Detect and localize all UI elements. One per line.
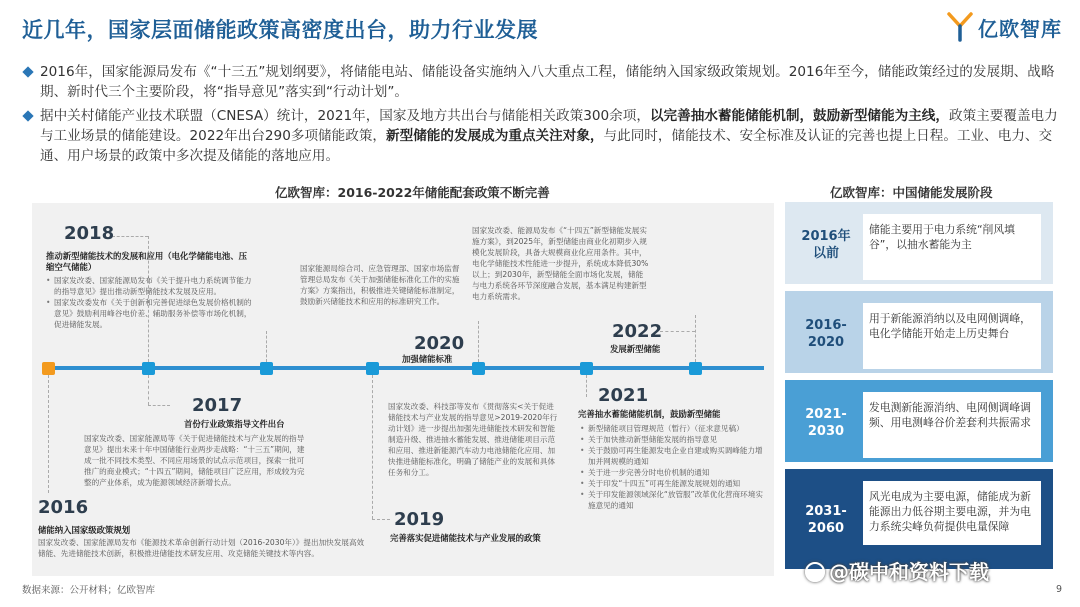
stage-desc: 发电测新能源消纳、电网侧调峰调频、用电测峰谷价差套利共振需求	[863, 392, 1041, 458]
stages-subtitle: 亿欧智库：中国储能发展阶段	[830, 185, 993, 200]
bullet-2-bold-b: 新型储能的发展成为重点关注对象，	[386, 128, 604, 144]
connector-cnesa	[266, 331, 267, 362]
timeline-marker-2021	[580, 362, 593, 375]
yiou-logo-icon	[947, 12, 973, 42]
year-2021: 2021	[598, 385, 649, 406]
logo-text: 亿欧智库	[978, 16, 1062, 41]
label-2018: 推动新型储能技术的发展和应用（电化学储能电池、压缩空气储能）	[46, 251, 247, 272]
connector-2017-h	[148, 405, 170, 406]
list-item: • 新型储能项目管理规范（暂行）（征求意见稿）	[580, 423, 770, 434]
stage-desc: 储能主要用于电力系统“削风填谷”，以抽水蓄能为主	[863, 214, 1041, 280]
year-2022: 2022	[612, 321, 663, 342]
stage-period-line1: 2016-	[805, 318, 847, 333]
text-2016: 国家发改委、国家能源局发布《能源技术革命创新行动计划（2016-2030年）》提出加快发展高效储能、先进储能技术创新，积极推进储能技术研发应用、攻克储能关键技术等内容。	[38, 538, 365, 558]
connector-2017	[148, 375, 149, 405]
list-item: • 国家发改委、国家能源局发布《关于提升电力系统调节能力的指导意见》提出推动新型储能技术发展及应用。	[46, 275, 254, 297]
list-2018	[46, 275, 254, 330]
stage-period	[795, 392, 857, 454]
text-2019: 国家发改委、科技部等发布《贯彻落实<关于促进储能技术与产业发展的指导意见>2019-2020年行动计划》进一步提出加强先进储能技术研发和智能制造升级、推进抽水蓄能发展、推进储能项目示范和应用、推进新能源汽车动力电池储能化应用、加快推进储能标准化，明确了储能产业的发展和具体任务和分工。	[388, 402, 558, 477]
timeline-marker-2022	[689, 362, 702, 375]
connector-2018-h	[112, 236, 148, 237]
weibo-icon	[805, 562, 825, 582]
watermark-text: @碳中和资料下载	[829, 560, 989, 584]
year-2019: 2019	[394, 509, 445, 530]
bullet-1-text: 2016年，国家能源局发布《“十三五”规划纲要》，将储能电站、储能设备实施纳入八大重点工程，储能纳入国家级政策规划。2016年至今，储能政策经过的发展期、战略期、新时代三个主要阶段，将“指导意见”落实到“行动计划”。	[40, 64, 1055, 100]
stage-period-line2: 2060	[807, 521, 845, 536]
timeline-subtitle: 亿欧智库：2016-2022年储能配套政策不断完善	[275, 185, 550, 200]
timeline-marker-2017	[142, 362, 155, 375]
text-2022: 国家发改委、能源局发布《“十四五”新型储能发展实施方案》，到2025年，新型储能由商业化初期步入规模化发展阶段，具备大规模商业化应用条件。其中，电化学储能技术性能进一步提升，系统成本降低30%以上；到2030年，新型储能全面市场化发展，储能与电力系统各环节深度融合发展，基本满足构建新型电力系统需求。	[472, 226, 649, 301]
logo	[947, 12, 1062, 42]
timeline-marker-2018	[260, 362, 273, 375]
list-item: • 关于鼓励可再生能源发电企业自建或购买调峰能力增加并网规模的通知	[580, 445, 770, 467]
list-item: • 国家发改委发布《关于创新和完善促进绿色发展价格机制的意见》鼓励利用峰谷电价差、辅助服务补偿等市场化机制，促进储能发展。	[46, 297, 254, 330]
stage-row-2	[785, 291, 1053, 373]
stage-period-line2: 以前	[812, 246, 839, 261]
timeline-panel	[32, 203, 774, 576]
timeline-marker-2020	[472, 362, 485, 375]
text-standardization: 国家能源局综合司、应急管理部、国家市场监督管理总局发布《关于加强储能标准化工作的实施方案》方案指出，积极推进关键储能标准制定，鼓励新兴储能技术和应用的标准研究工作。	[300, 264, 460, 306]
timeline-marker-2019	[366, 362, 379, 375]
bullet-2-text-b: 政策主要覆盖电力与工业场景的储能建设。2022年出台290多项储能政策，	[40, 108, 1058, 144]
connector-2022-h	[660, 331, 695, 332]
year-2020: 2020	[414, 333, 465, 354]
diamond-bullet-icon	[22, 110, 33, 121]
stage-period-line1: 2021-	[805, 407, 847, 422]
stage-period-line1: 2016年	[801, 229, 851, 244]
stage-desc: 风光电成为主要电源，储能成为新能源出力低谷期主要电源，并为电力系统尖峰负荷提供电量保障	[863, 481, 1041, 545]
stage-period-line2: 2020	[807, 335, 845, 350]
label-2020: 加强储能标准	[402, 354, 453, 364]
text-2017: 国家发改委、国家能源局等《关于促进储能技术与产业发展的指导意见》提出未来十年中国储能行业两步走战略：“十三五”期间，建成一批不同技术类型、不同应用场景的试点示范项目，探索一批可推广的商业模式；“十四五”期间，储能项目广泛应用，形成较为完整的产业体系，成为能源领域经济新增长点。	[84, 434, 305, 487]
bullet-1	[22, 62, 1058, 102]
diamond-bullet-icon	[22, 66, 33, 77]
bullet-2	[22, 106, 1058, 166]
stage-period	[795, 303, 857, 365]
source-note: 数据来源：公开材料；亿欧智库	[22, 585, 156, 596]
stage-desc: 用于新能源消纳以及电网侧调峰，电化学储能开始走上历史舞台	[863, 303, 1041, 369]
list-2021	[580, 423, 770, 511]
stage-period	[795, 214, 857, 276]
connector-2016	[48, 375, 49, 493]
year-2016: 2016	[38, 497, 89, 518]
label-2017: 首份行业政策指导文件出台	[184, 419, 285, 429]
page-title: 近几年，国家层面储能政策高密度出台，助力行业发展	[22, 18, 538, 42]
connector-2019-h	[372, 519, 390, 520]
stage-row-3	[785, 380, 1053, 462]
connector-2020	[478, 321, 479, 362]
stage-row-1	[785, 202, 1053, 284]
intro-bullets	[22, 62, 1058, 170]
bullet-2-bold-a: 以完善抽水蓄能储能机制，鼓励新型储能为主线，	[649, 108, 949, 124]
timeline-marker-2016	[42, 362, 55, 375]
stages-panel	[785, 202, 1053, 576]
list-item: • 关于印发能源领域深化“放管服”改革优化营商环境实施意见的通知	[580, 489, 770, 511]
watermark	[805, 556, 989, 585]
connector-2022	[695, 315, 696, 362]
connector-2019	[372, 375, 373, 519]
label-2022: 发展新型储能	[610, 344, 661, 354]
list-item: • 关于印发“十四五”可再生能源发展规划的通知	[580, 478, 770, 489]
bullet-2-text-a: 据中关村储能产业技术联盟（CNESA）统计，2021年，国家及地方共出台与储能相关政策300余项，	[40, 108, 650, 124]
stage-period	[795, 489, 857, 551]
label-2021: 完善抽水蓄能储能机制，鼓励新型储能	[578, 409, 721, 419]
bullet-2-text-c: 与此同时，储能技术、安全标准及认证的完善也提上日程。工业、电力、交通、用户场景的政策中多次提及储能的落地应用。	[40, 128, 1053, 164]
connector-2021	[586, 375, 587, 397]
stage-period-line2: 2030	[807, 424, 845, 439]
year-2017: 2017	[192, 395, 243, 416]
label-2019: 完善落实促进储能技术与产业发展的政策	[390, 533, 541, 543]
stage-period-line1: 2031-	[805, 504, 847, 519]
list-item: • 关于进一步完善分时电价机制的通知	[580, 467, 770, 478]
year-2018: 2018	[64, 223, 115, 244]
label-2016: 储能纳入国家级政策规划	[38, 525, 131, 535]
stage-row-4	[785, 469, 1053, 569]
page-number: 9	[1055, 584, 1062, 595]
list-item: • 关于加快推动新型储能发展的指导意见	[580, 434, 770, 445]
